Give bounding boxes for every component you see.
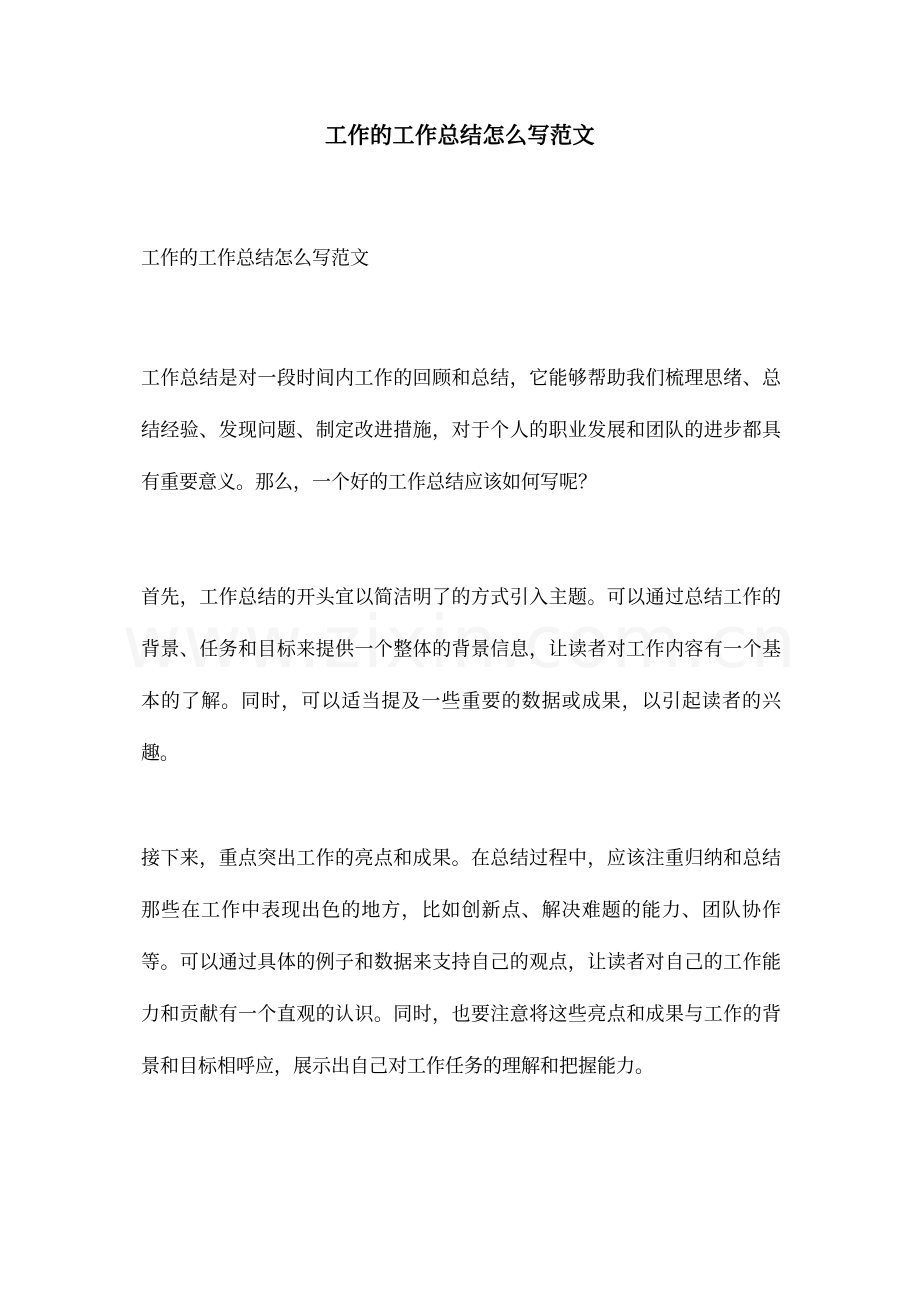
- document-subtitle: 工作的工作总结怎么写范文: [141, 247, 370, 269]
- paragraph-1: 工作总结是对一段时间内工作的回顾和总结，它能够帮助我们梳理思绪、总结经验、发现问题、制定改进措施，对于个人的职业发展和团队的进步都具有重要意义。那么，一个好的工作总结应该如何写呢？: [141, 367, 781, 493]
- paragraph-2: 首先，工作总结的开头宜以简洁明了的方式引入主题。可以通过总结工作的背景、任务和目标来提供一个整体的背景信息，让读者对工作内容有一个基本的了解。同时，可以适当提及一些重要的数据或成果，以引起读者的兴趣。: [141, 586, 781, 764]
- paragraph-3: 接下来，重点突出工作的亮点和成果。在总结过程中，应该注重归纳和总结那些在工作中表现出色的地方，比如创新点、解决难题的能力、团队协作等。可以通过具体的例子和数据来支持自己的观点，让读者对自己的工作能力和贡献有一个直观的认识。同时，也要注意将这些亮点和成果与工作的背景和目标相呼应，展示出自己对工作任务的理解和把握能力。: [141, 847, 781, 1077]
- document-title: 工作的工作总结怎么写范文: [324, 123, 595, 149]
